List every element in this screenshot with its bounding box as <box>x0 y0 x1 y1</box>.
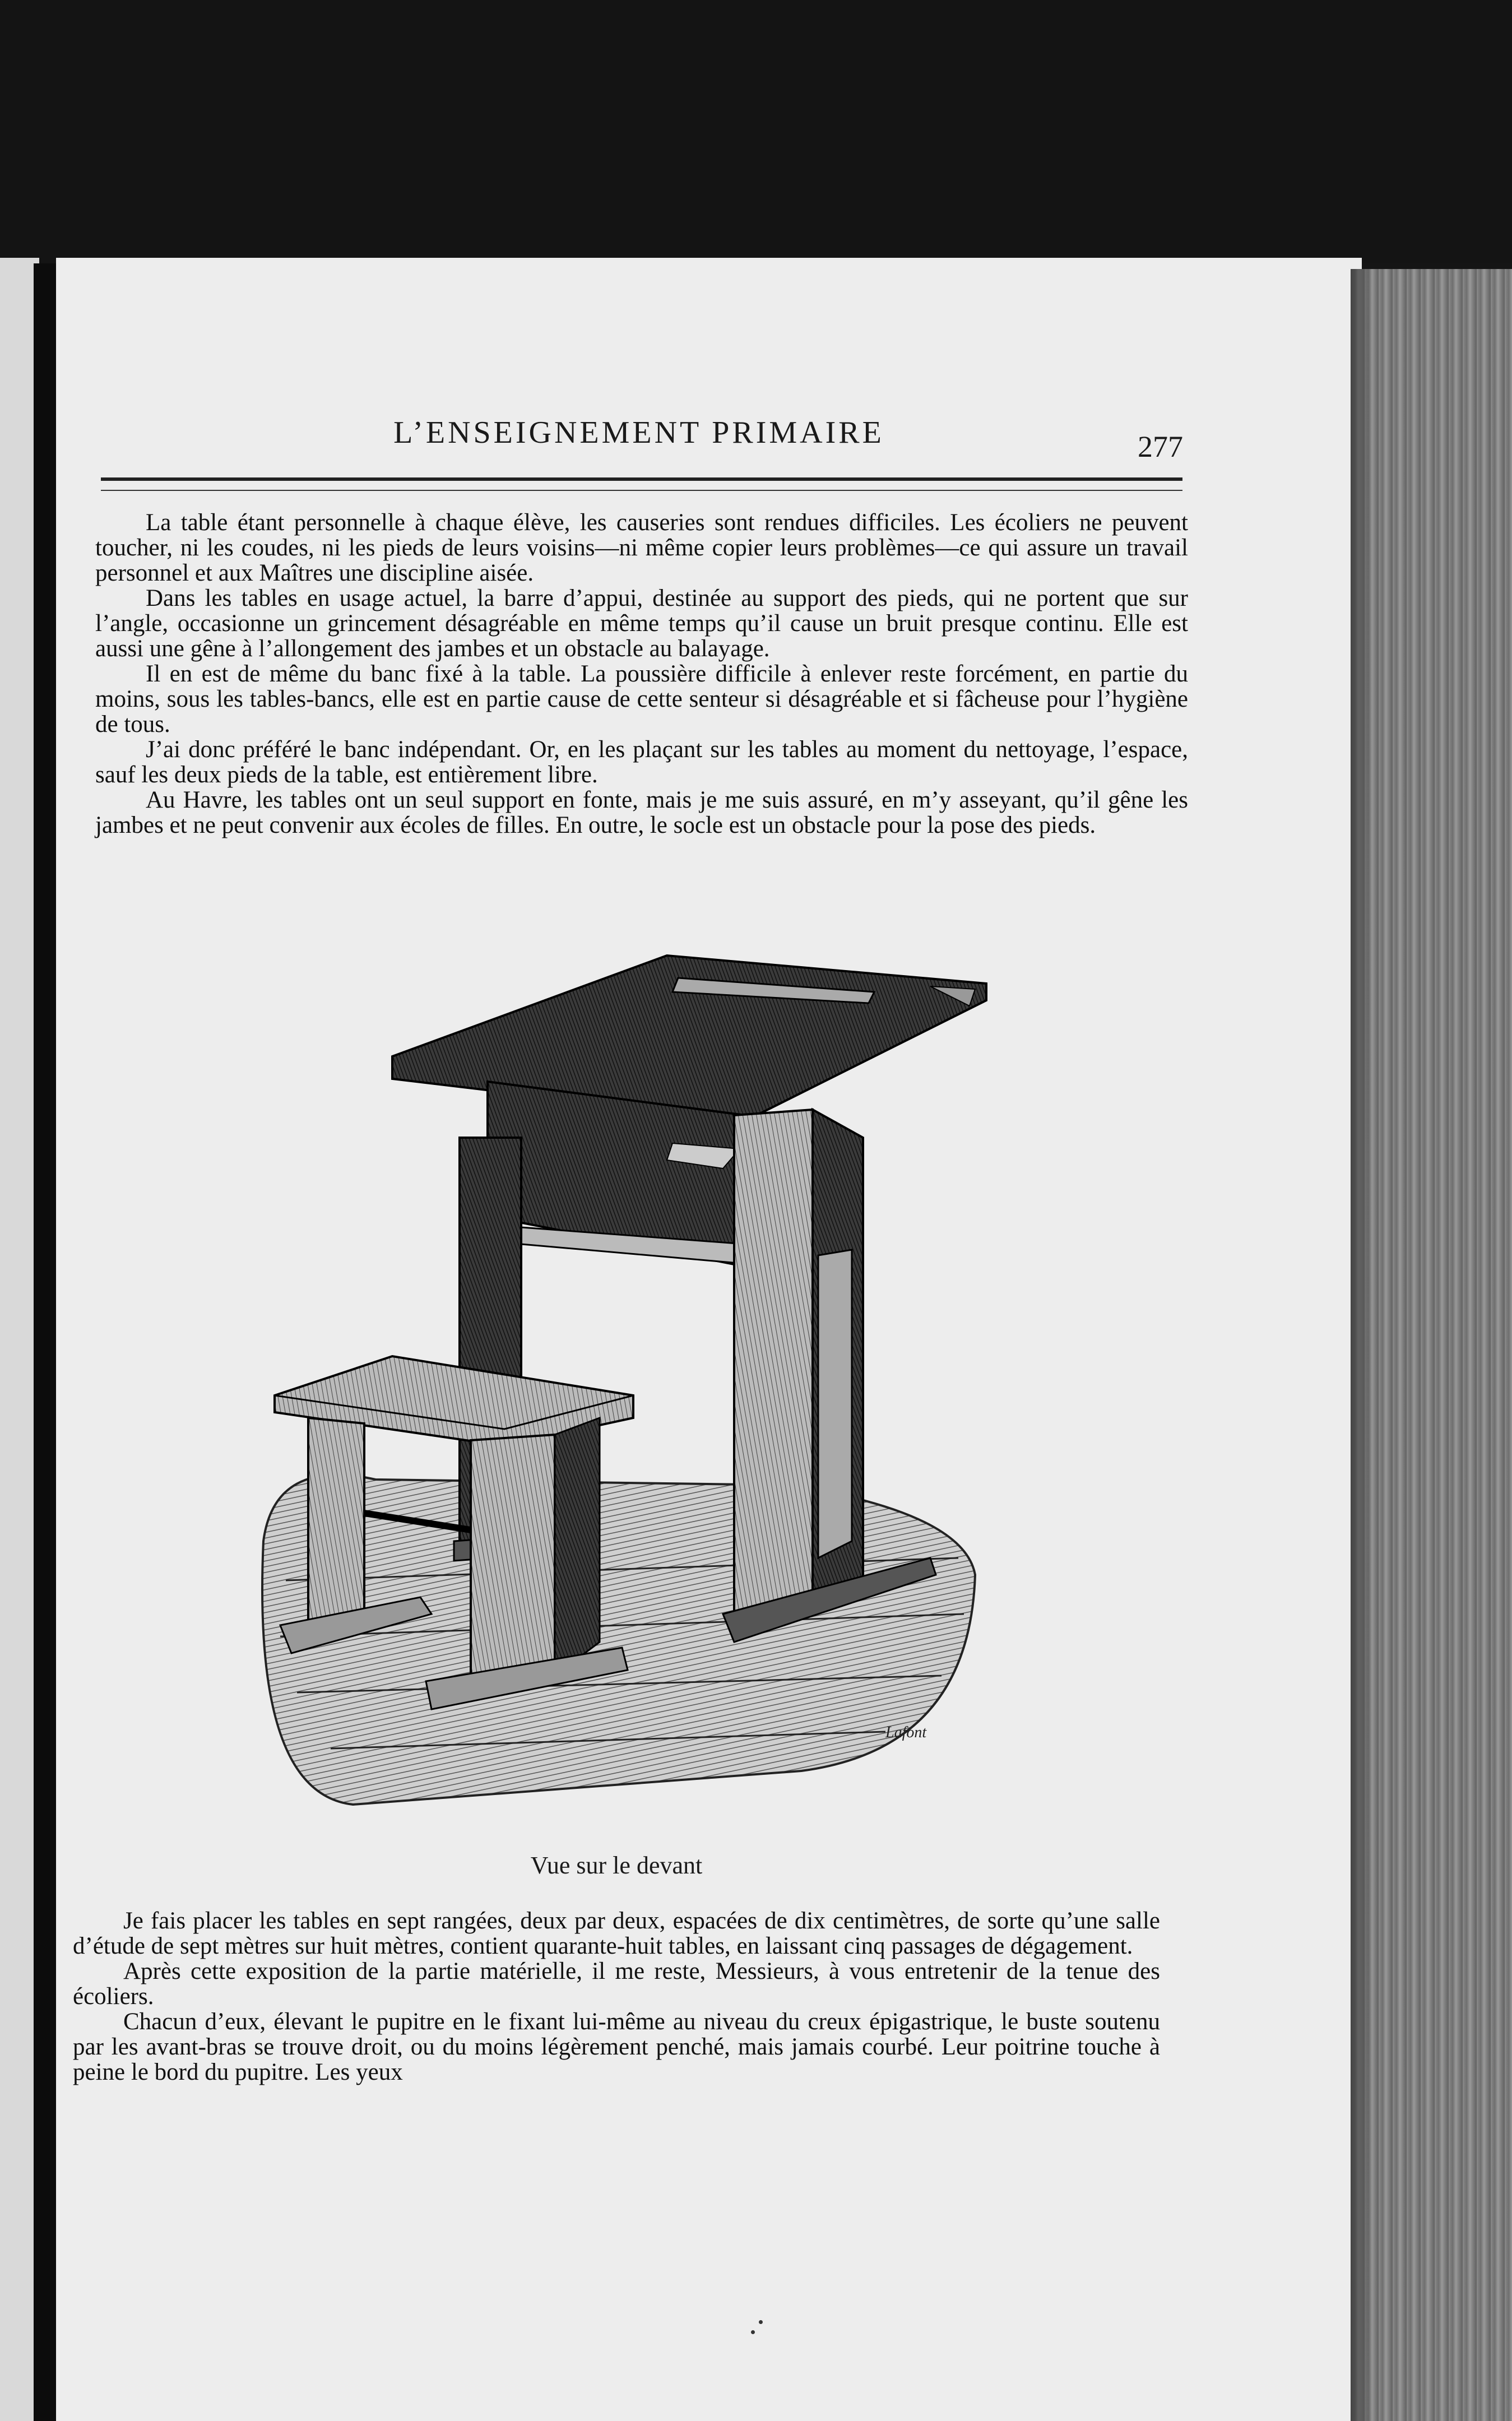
paragraph: Chacun d’eux, élevant le pupitre en le fixant lui-même au niveau du creux épigastrique, le buste soutenu par les avant-bras se trouve droit, ou du moins légèrement penché, mais jamais courbé. Leur poitrine touche à peine le bord du pupitre. Les yeux <box>73 2009 1160 2085</box>
header-rule-thin <box>101 490 1182 491</box>
paragraph: La table étant personnelle à chaque élève, les causeries sont rendues difficiles. Les écoliers ne peuvent toucher, ni les coudes, ni les pieds de leurs voisins—ni même copier leurs problèmes—ce qui assure un travail personnel et aux Maîtres une discipline aisée. <box>95 509 1188 586</box>
paragraph: Je fais placer les tables en sept rangées, deux par deux, espacées de dix centimètres, de sorte qu’une salle d’étude de sept mètres sur huit mètres, contient quarante-huit tables, en laissant cinq passages de dégagement. <box>73 1908 1160 1959</box>
stool-leg-right <box>471 1435 555 1681</box>
paragraph: Il en est de même du banc fixé à la table. La poussière difficile à enlever reste forcément, en partie du moins, sous les tables-bancs, elle est en partie cause de cette senteur si désagréable et si fâcheuse pour l’hygiène de tous. <box>95 661 1188 738</box>
body-text-top <box>95 510 1188 838</box>
desk-engraving <box>241 953 1009 1838</box>
body-text-bottom <box>73 1908 1160 2085</box>
floor <box>262 1475 975 1805</box>
paragraph: J’ai donc préféré le banc indépendant. Or, en les plaçant sur les tables au moment du nettoyage, l’espace, sauf les deux pieds de la table, est entièrement libre. <box>95 736 1188 788</box>
paragraph: Au Havre, les tables ont un seul support en fonte, mais je me suis assuré, en m’y asseyant, qu’il gêne les jambes et ne peut convenir aux écoles de filles. En outre, le socle est un obstacle pour la pose des pieds. <box>95 787 1188 838</box>
desk-leg-right <box>734 1110 813 1625</box>
figure-caption: Vue sur le devant <box>530 1852 703 1879</box>
stool-leg-left <box>308 1418 364 1625</box>
header-rule <box>101 477 1182 481</box>
scanner-background <box>0 0 1512 263</box>
paragraph: Après cette exposition de la partie matérielle, il me reste, Messieurs, à vous entretenir de la tenue des écoliers. <box>73 1958 1160 2010</box>
page-number: 277 <box>1138 430 1183 463</box>
paragraph: Dans les tables en usage actuel, la barre d’appui, destinée au support des pieds, qui ne portent que sur l’angle, occasionne un grincement désagréable en même temps qu’il cause un bruit presque continu. Elle est aussi une gêne à l’allongement des jambes et un obstacle au balayage. <box>95 585 1188 662</box>
engraver-signature: Lafont <box>885 1724 927 1741</box>
running-head: L’ENSEIGNEMENT PRIMAIRE <box>393 415 884 450</box>
page-marks <box>751 2320 768 2343</box>
page-block-edge <box>1351 269 1512 2421</box>
